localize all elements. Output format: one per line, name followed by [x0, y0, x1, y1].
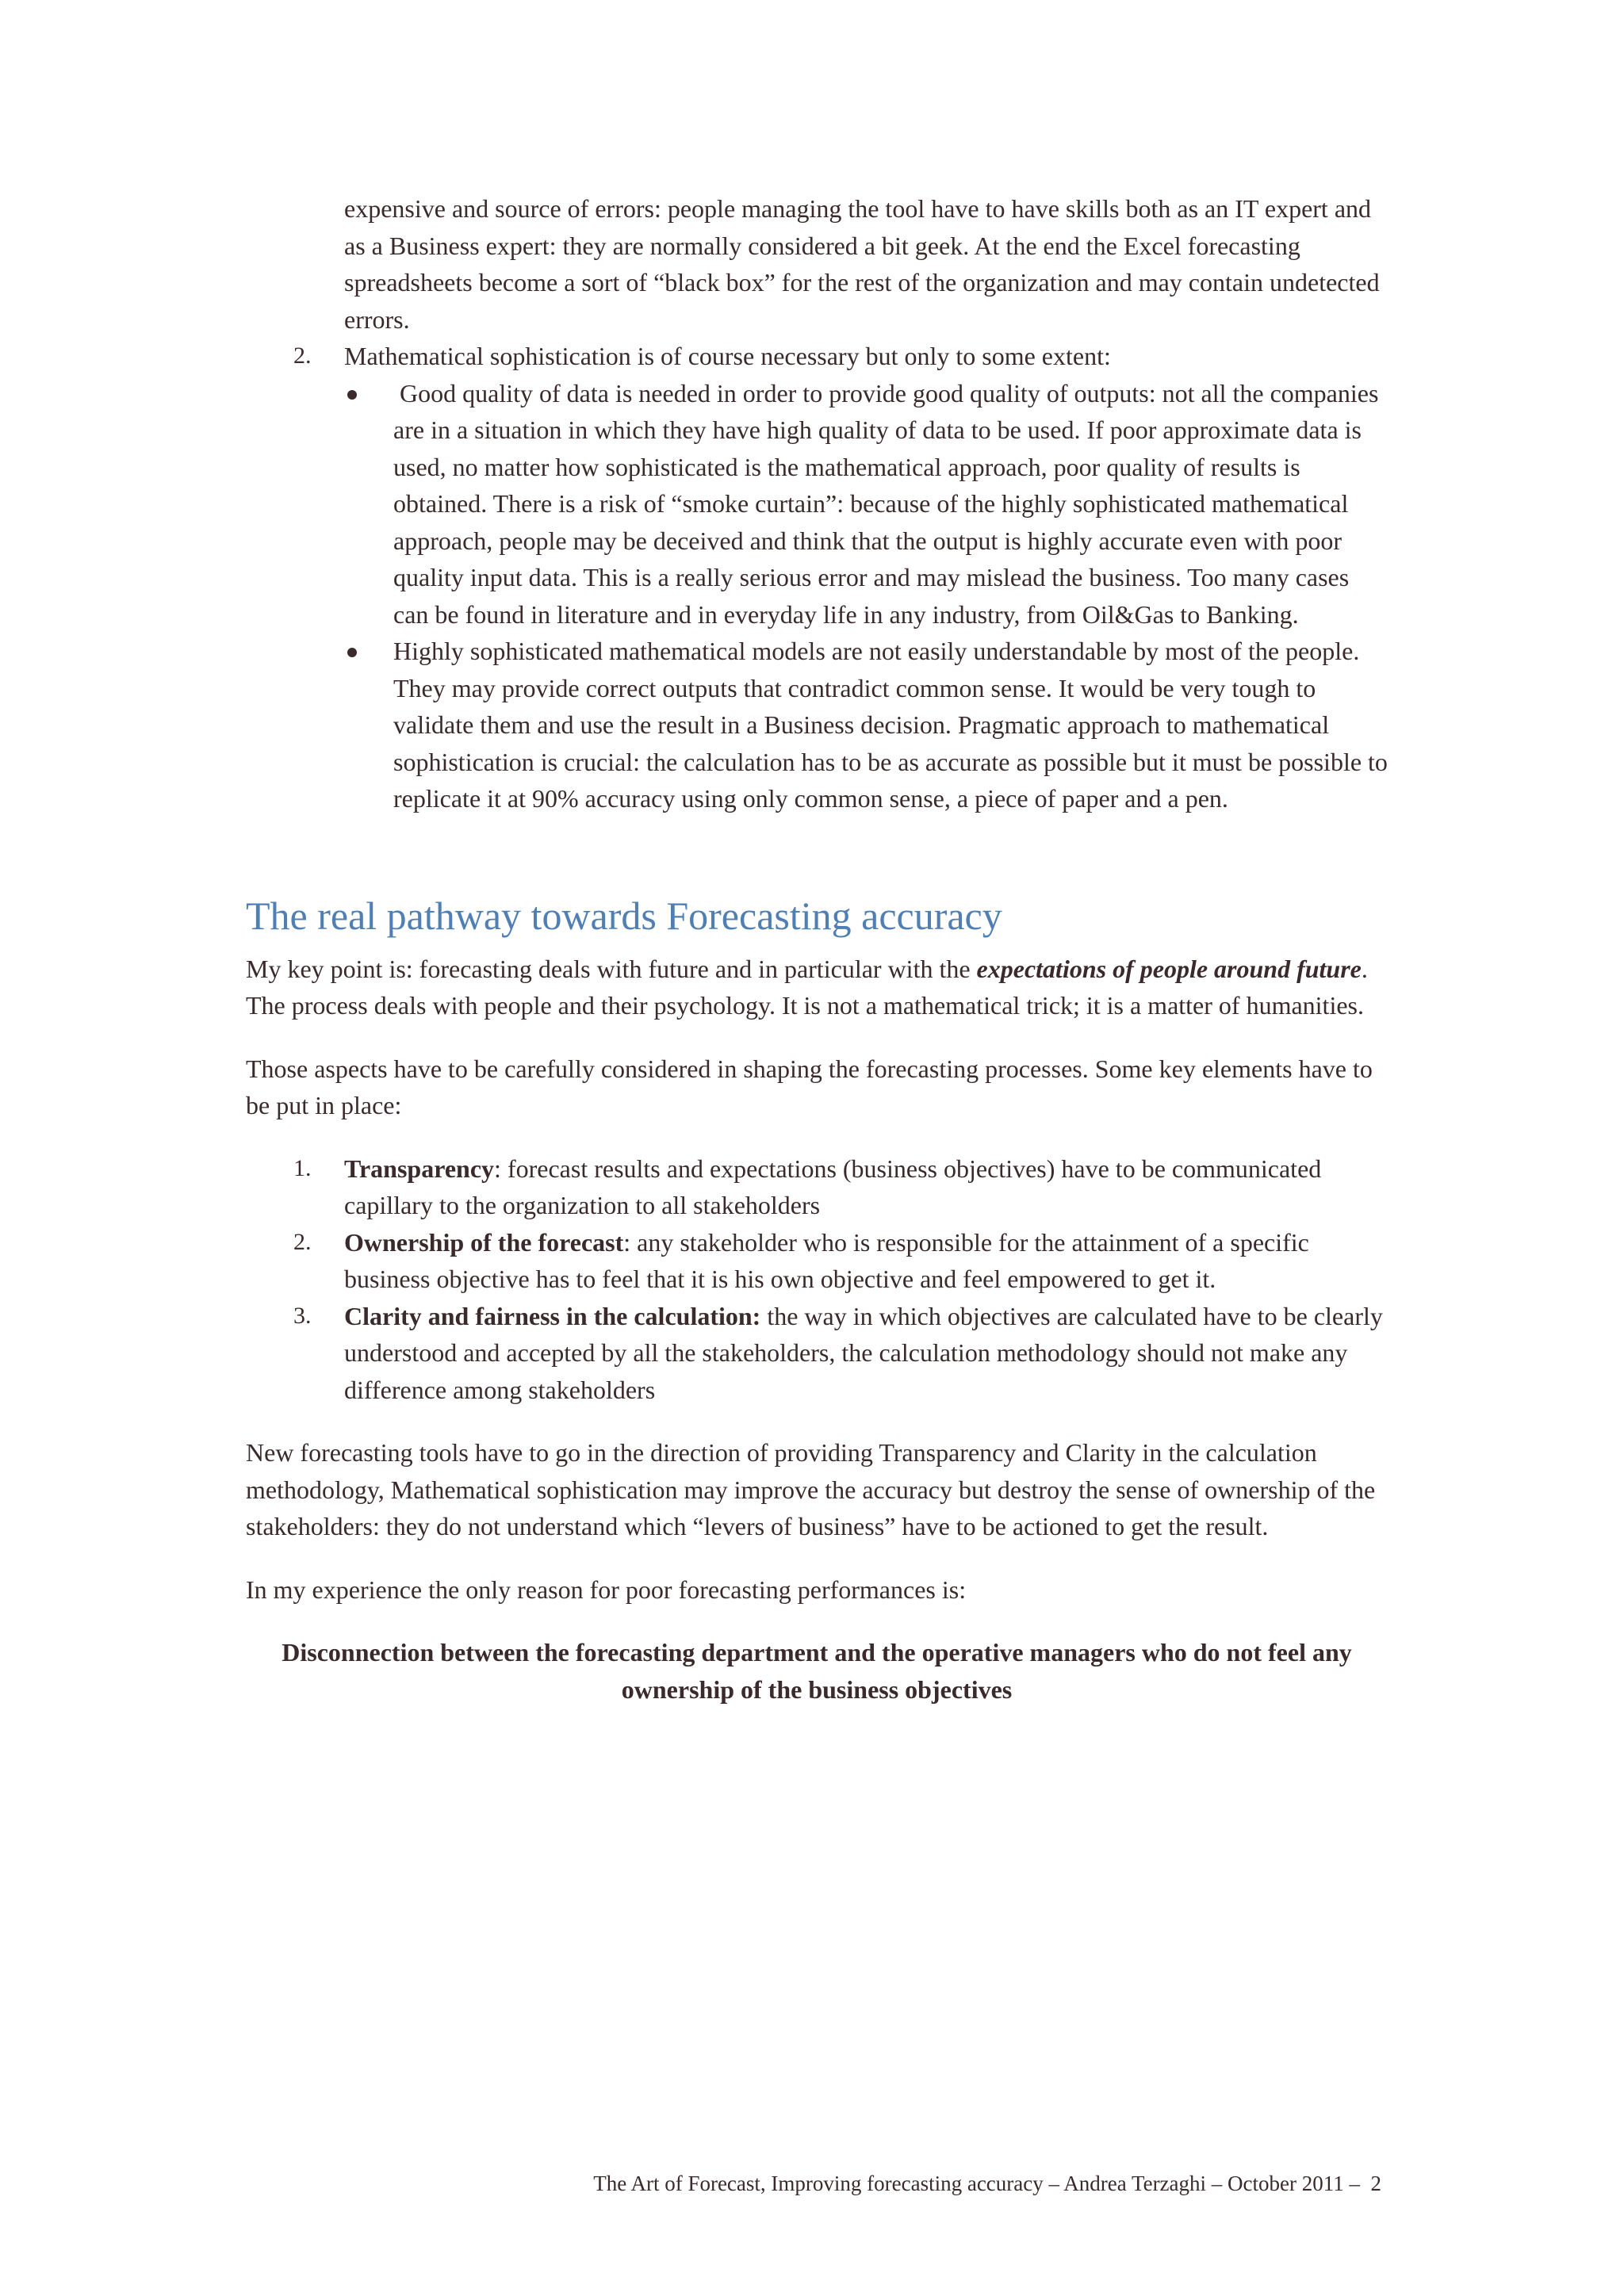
intro-text-after: . The process deals with people and their psychology. It is not a mathematical trick; it is a matter of humanities. — [246, 954, 1368, 1020]
bullet-text: Good quality of data is needed in order to provide good quality of outputs: not all the companies are in a situation in which they have high quality of data to be used. If poor approximate data is used, no matter how sophisticated is the mathematical approach, poor quality of results is obtained. There is a risk of “smoke curtain”: because of the highly sophisticated mathematical approach, people may be deceived and think that the output is highly accurate even with poor quality input data. This is a really serious error and may mislead the business. Too many cases can be found in literature and in everyday life in any industry, from Oil&Gas to Banking. — [393, 378, 1385, 629]
list-item-rest: : any stakeholder who is responsible for the attainment of a specific business objective has to feel that it is his own objective and feel empowered to get it. — [344, 1227, 1309, 1293]
intro-text-before: My key point is: forecasting deals with future and in particular with the — [246, 954, 977, 983]
numbered-list-2 — [246, 1150, 1388, 1409]
list-number: 3. — [293, 1302, 312, 1329]
conclusion-statement: Disconnection between the forecasting department and the operative managers who do not feel any ownership of the business objectives — [282, 1638, 1352, 1704]
numbered-list-1 — [246, 338, 1388, 817]
list-item-2 — [246, 338, 1388, 817]
list-number: 2. — [293, 1228, 312, 1255]
list-item-clarity — [246, 1298, 1388, 1409]
list-item-text — [344, 1224, 1388, 1298]
list-item-text — [344, 1298, 1388, 1409]
bullet-dot-icon — [347, 648, 357, 657]
bullet-item — [344, 375, 1388, 633]
list-number: 1. — [293, 1154, 312, 1181]
list-item-term: Ownership of the forecast — [344, 1227, 624, 1257]
section-heading: The real pathway towards Forecasting accuracy — [246, 893, 1002, 938]
intro-paragraph — [246, 951, 1388, 1024]
list-item-rest: : forecast results and expectations (business objectives) have to be communicated capillary to the organization to all stakeholders — [344, 1154, 1322, 1219]
experience-paragraph: In my experience the only reason for poor forecasting performances is: — [246, 1575, 967, 1604]
elements-intro-paragraph: Those aspects have to be carefully considered in shaping the forecasting processes. Some key elements have to be put in place: — [246, 1054, 1373, 1119]
bullet-text: Highly sophisticated mathematical models are not easily understandable by most of the people. They may provide correct outputs that contradict common sense. It would be very tough to validate them and use the result in a Business decision. Pragmatic approach to mathematical sophistication is crucial: the calculation has to be as accurate as possible but it must be possible to replicate it at 90% accuracy using only common sense, a piece of paper and a pen. — [393, 637, 1388, 813]
page-content — [246, 190, 1388, 1708]
list-item-text — [344, 1150, 1388, 1224]
page-footer: The Art of Forecast, Improving forecasting accuracy – Andrea Terzaghi – October 2011 – 2 — [593, 2172, 1381, 2195]
bullet-item — [344, 633, 1388, 817]
tools-paragraph: New forecasting tools have to go in the direction of providing Transparency and Clarity in the calculation methodology, Mathematical sophistication may improve the accuracy but destroy the sense of ownership of the stakeholders: they do not understand which “levers of business” have to be actioned to get the result. — [246, 1438, 1376, 1540]
list-item-transparency — [246, 1150, 1388, 1224]
list-item-text: Mathematical sophistication is of course necessary but only to some extent: — [344, 342, 1111, 370]
bullet-list — [344, 375, 1388, 817]
list-number: 2. — [293, 342, 312, 369]
list-item-term: Transparency — [344, 1154, 495, 1183]
intro-emphasis: expectations of people around future — [976, 954, 1362, 983]
list-item-ownership — [246, 1224, 1388, 1298]
list-item-continuation: expensive and source of errors: people managing the tool have to have skills both as an IT expert and as a Business expert: they are normally considered a bit geek. At the end the Excel forecasting spreadsheets become a sort of “black box” for the rest of the organization and may contain undetected errors. — [344, 194, 1380, 334]
list-item-rest: the way in which objectives are calculated have to be clearly understood and accepted by all the stakeholders, the calculation methodology should not make any difference among stakeholders — [344, 1301, 1383, 1404]
list-item-term: Clarity and fairness in the calculation: — [344, 1301, 761, 1330]
bullet-dot-icon — [347, 390, 357, 400]
